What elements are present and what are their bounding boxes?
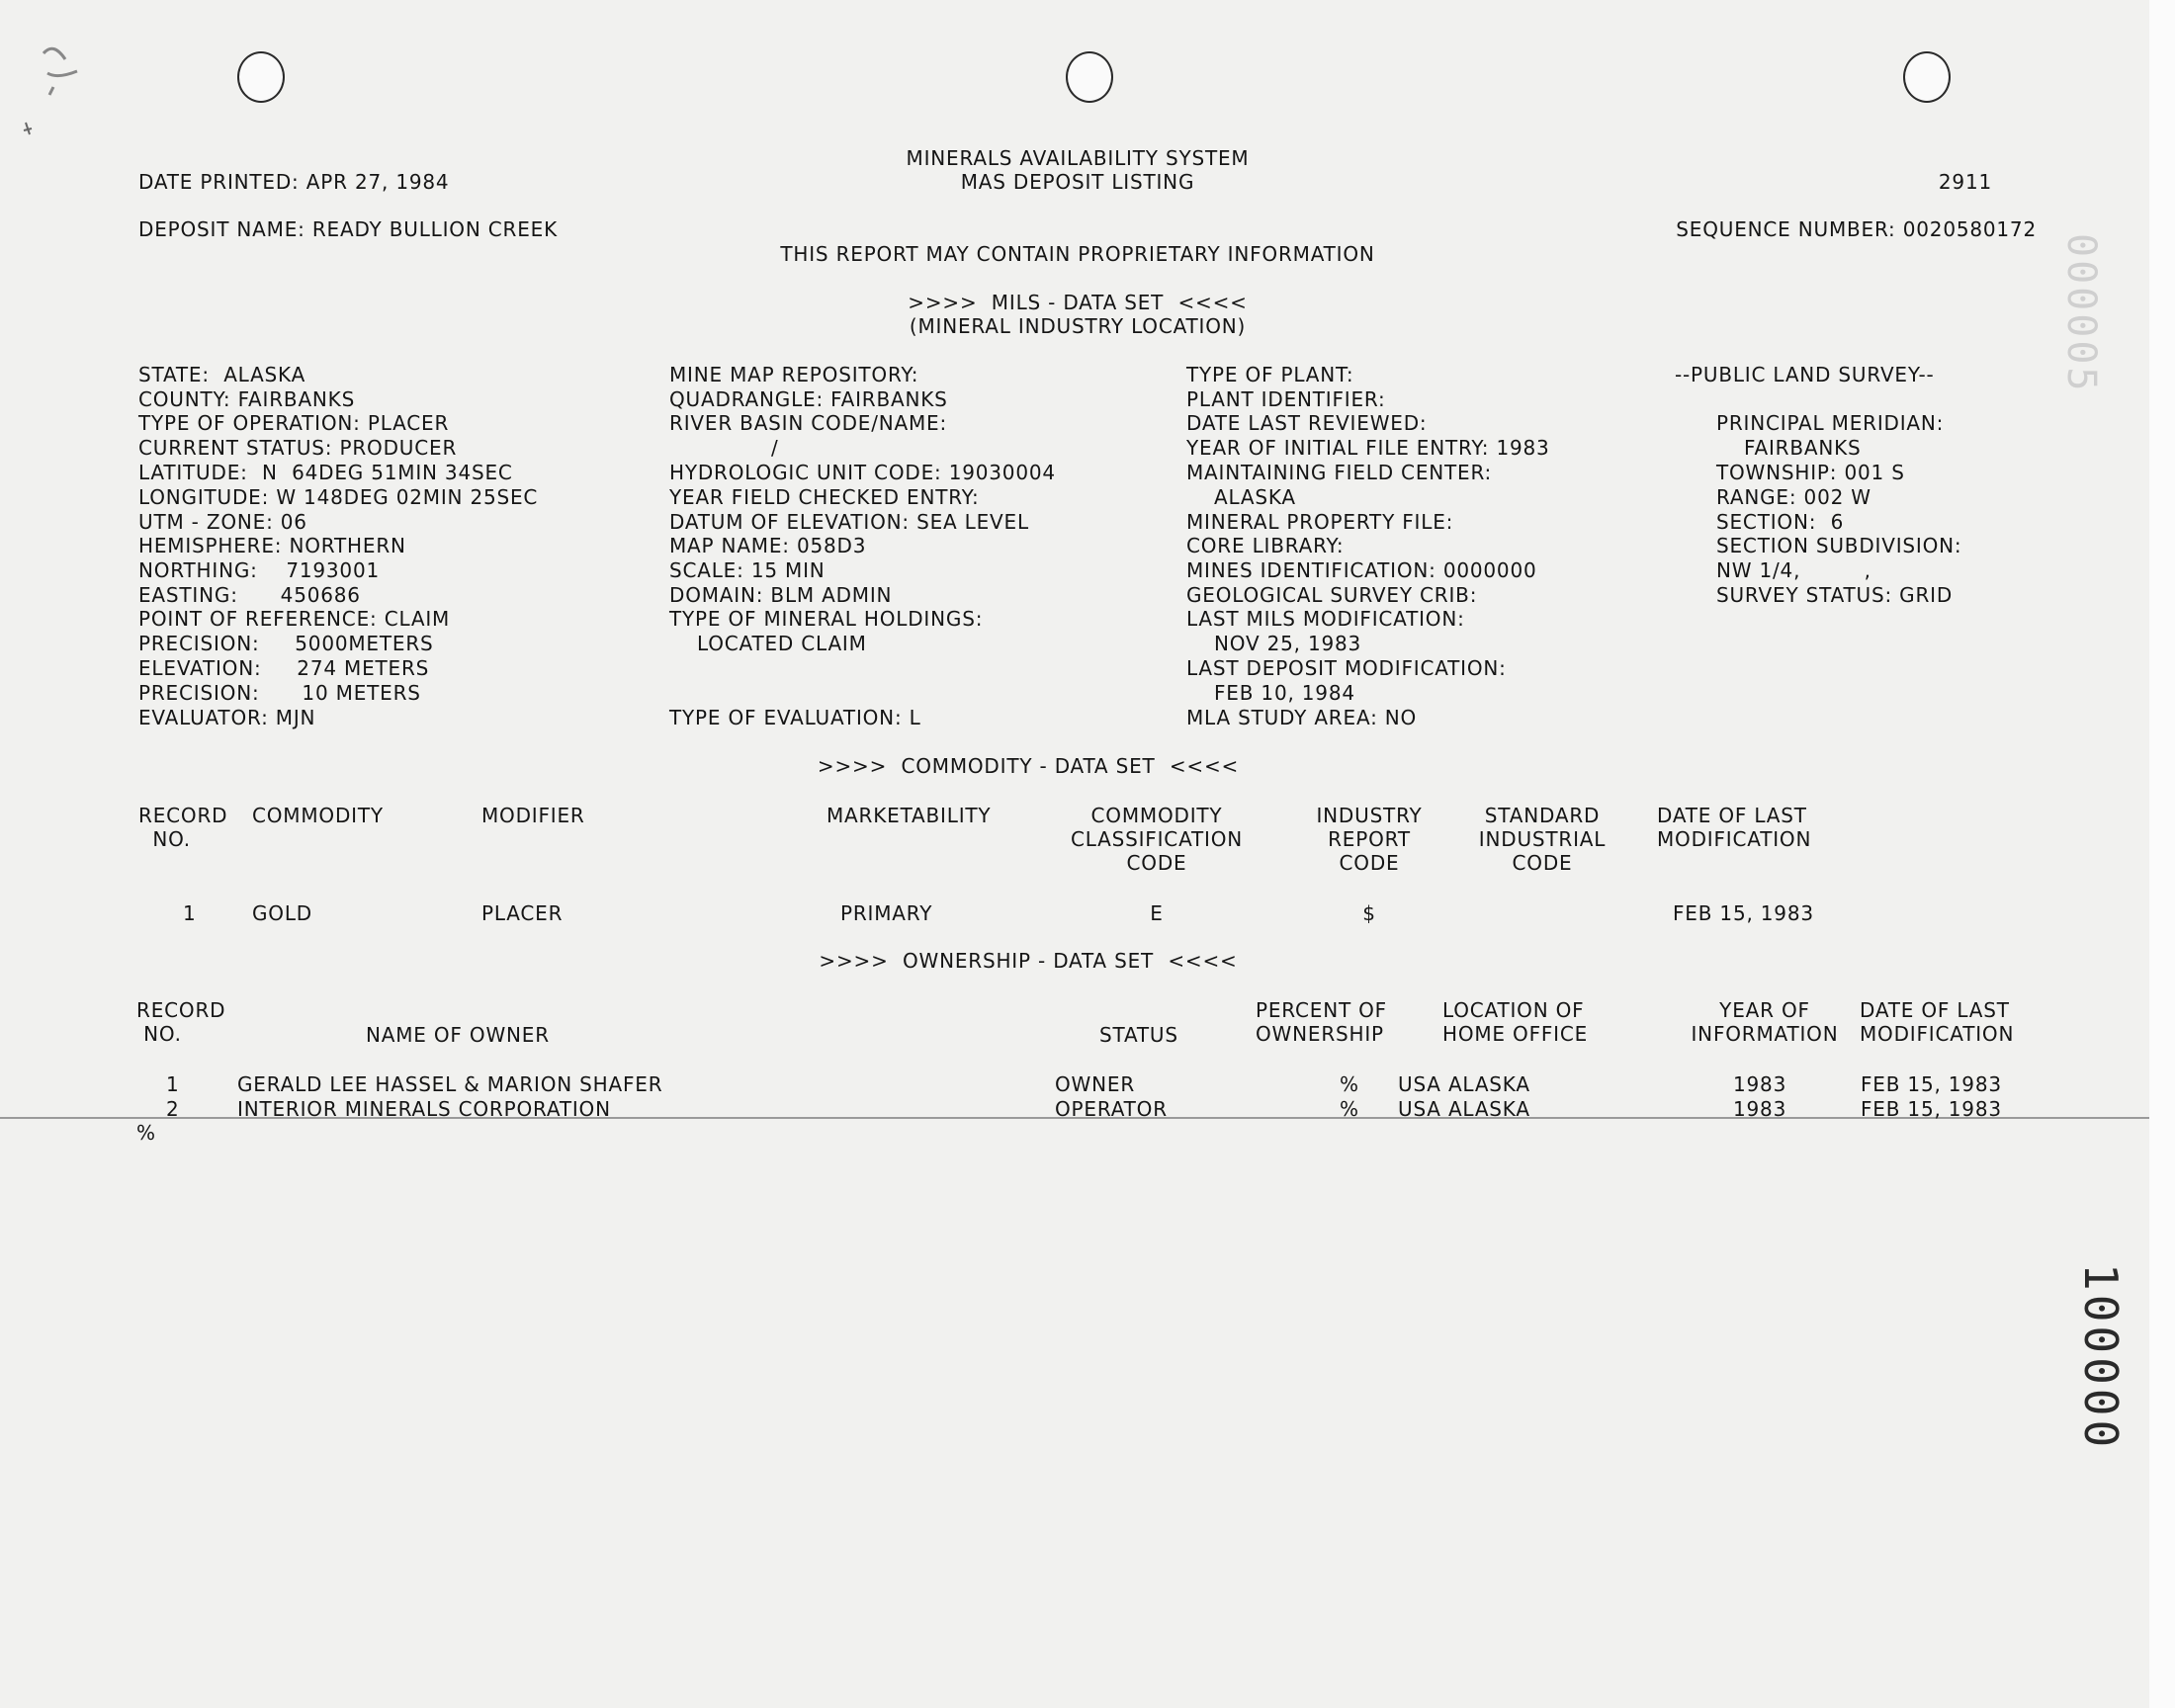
domain-field: DOMAIN: BLM ADMIN — [669, 583, 893, 607]
ownership-col-record-no: RECORD NO. — [136, 998, 226, 1046]
last-mils-modification-field: LAST MILS MODIFICATION: — [1186, 607, 1465, 631]
utm-zone-field: UTM - ZONE: 06 — [138, 510, 307, 534]
owner-record-no: 2 — [166, 1097, 180, 1121]
ownership-heading: >>>> OWNERSHIP - DATA SET <<<< — [819, 949, 1238, 973]
trailing-percent-mark: % — [136, 1121, 156, 1145]
ownership-col-status: STATUS — [1099, 1023, 1178, 1047]
owner-location: USA ALASKA — [1398, 1072, 1530, 1096]
year-field-checked-field: YEAR FIELD CHECKED ENTRY: — [669, 485, 980, 509]
hydrologic-unit-code-field: HYDROLOGIC UNIT CODE: 19030004 — [669, 461, 1056, 484]
northing-field: NORTHING: 7193001 — [138, 558, 380, 582]
scale-field: SCALE: 15 MIN — [669, 558, 826, 582]
owner-date: FEB 15, 1983 — [1861, 1072, 2002, 1096]
owner-year: 1983 — [1733, 1097, 1787, 1121]
commodity-col-marketability: MARKETABILITY — [826, 804, 992, 827]
quadrangle-field: QUADRANGLE: FAIRBANKS — [669, 387, 948, 411]
system-name: MINERALS AVAILABILITY SYSTEM — [906, 146, 1250, 170]
owner-location: USA ALASKA — [1398, 1097, 1530, 1121]
bottom-side-number: 100000 — [2074, 1263, 2128, 1452]
principal-meridian-value: FAIRBANKS — [1744, 436, 1862, 460]
precision-field: PRECISION: 5000METERS — [138, 632, 434, 655]
owner-percent: % — [1340, 1072, 1359, 1096]
punch-hole-center — [1066, 51, 1113, 103]
mine-map-repository-field: MINE MAP REPOSITORY: — [669, 363, 919, 386]
river-basin-value: / — [771, 436, 779, 460]
commodity-col-date-last-modification: DATE OF LAST MODIFICATION — [1657, 804, 1812, 851]
deposit-name: DEPOSIT NAME: READY BULLION CREEK — [138, 217, 558, 241]
township-field: TOWNSHIP: 001 S — [1716, 461, 1905, 484]
point-of-reference-field: POINT OF REFERENCE: CLAIM — [138, 607, 451, 631]
ownership-col-percent: PERCENT OF OWNERSHIP — [1256, 998, 1387, 1046]
owner-date: FEB 15, 1983 — [1861, 1097, 2002, 1121]
owner-status: OWNER — [1055, 1072, 1136, 1096]
evaluator-field: EVALUATOR: MJN — [138, 706, 316, 729]
core-library-field: CORE LIBRARY: — [1186, 534, 1345, 557]
section-subdivision-field: SECTION SUBDIVISION: — [1716, 534, 1962, 557]
principal-meridian-field: PRINCIPAL MERIDIAN: — [1716, 411, 1945, 435]
current-status-field: CURRENT STATUS: PRODUCER — [138, 436, 458, 460]
commodity-name: GOLD — [252, 901, 312, 925]
commodity-marketability: PRIMARY — [840, 901, 933, 925]
commodity-col-record-no: RECORD NO. — [138, 804, 228, 851]
owner-status: OPERATOR — [1055, 1097, 1168, 1121]
mines-identification-field: MINES IDENTIFICATION: 0000000 — [1186, 558, 1537, 582]
last-mils-modification-value: NOV 25, 1983 — [1214, 632, 1362, 655]
ownership-col-date-last-modification: DATE OF LAST MODIFICATION — [1860, 998, 2015, 1046]
section-subdivision-value: NW 1/4, , — [1716, 558, 1871, 582]
mils-subheading: (MINERAL INDUSTRY LOCATION) — [909, 314, 1247, 338]
commodity-col-modifier: MODIFIER — [481, 804, 585, 827]
type-of-plant-field: TYPE OF PLANT: — [1186, 363, 1354, 386]
punch-hole-left — [237, 51, 285, 103]
page-number: 2911 — [1938, 170, 1992, 194]
punch-hole-right — [1903, 51, 1951, 103]
county-field: COUNTY: FAIRBANKS — [138, 387, 356, 411]
public-land-survey-heading: --PUBLIC LAND SURVEY-- — [1675, 363, 1935, 386]
commodity-heading: >>>> COMMODITY - DATA SET <<<< — [817, 754, 1240, 778]
mla-study-area-field: MLA STUDY AREA: NO — [1186, 706, 1418, 729]
year-initial-entry-field: YEAR OF INITIAL FILE ENTRY: 1983 — [1186, 436, 1550, 460]
datum-of-elevation-field: DATUM OF ELEVATION: SEA LEVEL — [669, 510, 1029, 534]
plant-identifier-field: PLANT IDENTIFIER: — [1186, 387, 1386, 411]
elevation-precision-field: PRECISION: 10 METERS — [138, 681, 421, 705]
owner-name: INTERIOR MINERALS CORPORATION — [237, 1097, 611, 1121]
commodity-col-classification-code: COMMODITY CLASSIFICATION CODE — [1070, 804, 1244, 875]
river-basin-field: RIVER BASIN CODE/NAME: — [669, 411, 948, 435]
type-of-operation-field: TYPE OF OPERATION: PLACER — [138, 411, 450, 435]
mineral-property-file-field: MINERAL PROPERTY FILE: — [1186, 510, 1454, 534]
field-center-value: ALASKA — [1214, 485, 1296, 509]
map-name-field: MAP NAME: 058D3 — [669, 534, 867, 557]
hemisphere-field: HEMISPHERE: NORTHERN — [138, 534, 406, 557]
easting-field: EASTING: 450686 — [138, 583, 361, 607]
handwritten-mark-icon — [14, 34, 93, 142]
elevation-field: ELEVATION: 274 METERS — [138, 656, 430, 680]
proprietary-notice: THIS REPORT MAY CONTAIN PROPRIETARY INFORMATION — [780, 242, 1375, 266]
ownership-col-year: YEAR OF INFORMATION — [1691, 998, 1839, 1046]
type-of-mineral-holdings-field: TYPE OF MINERAL HOLDINGS: — [669, 607, 984, 631]
commodity-classification-code: E — [1150, 901, 1164, 925]
commodity-industry-report-code: $ — [1362, 901, 1376, 925]
section-field: SECTION: 6 — [1716, 510, 1845, 534]
commodity-modifier: PLACER — [481, 901, 564, 925]
latitude-field: LATITUDE: N 64DEG 51MIN 34SEC — [138, 461, 513, 484]
survey-status-field: SURVEY STATUS: GRID — [1716, 583, 1954, 607]
date-printed: DATE PRINTED: APR 27, 1984 — [138, 170, 450, 194]
geological-survey-crib-field: GEOLOGICAL SURVEY CRIB: — [1186, 583, 1478, 607]
commodity-col-industry-report-code: INDUSTRY REPORT CODE — [1316, 804, 1423, 875]
ownership-col-location: LOCATION OF HOME OFFICE — [1442, 998, 1589, 1046]
commodity-date-last-modification: FEB 15, 1983 — [1673, 901, 1814, 925]
owner-year: 1983 — [1733, 1072, 1787, 1096]
ownership-col-name-of-owner: NAME OF OWNER — [366, 1023, 550, 1047]
commodity-record-no: 1 — [183, 901, 197, 925]
last-deposit-modification-value: FEB 10, 1984 — [1214, 681, 1355, 705]
longitude-field: LONGITUDE: W 148DEG 02MIN 25SEC — [138, 485, 539, 509]
commodity-col-commodity: COMMODITY — [252, 804, 384, 827]
owner-name: GERALD LEE HASSEL & MARION SHAFER — [237, 1072, 663, 1096]
sequence-number: SEQUENCE NUMBER: 0020580172 — [1676, 217, 2037, 241]
state-field: STATE: ALASKA — [138, 363, 306, 386]
faded-side-number: 000005 — [2058, 233, 2104, 394]
commodity-col-sic-code: STANDARD INDUSTRIAL CODE — [1478, 804, 1607, 875]
mineral-holdings-value: LOCATED CLAIM — [697, 632, 867, 655]
owner-record-no: 1 — [166, 1072, 180, 1096]
listing-title: MAS DEPOSIT LISTING — [960, 170, 1195, 194]
date-last-reviewed-field: DATE LAST REVIEWED: — [1186, 411, 1428, 435]
mils-heading: >>>> MILS - DATA SET <<<< — [908, 291, 1248, 314]
type-of-evaluation-field: TYPE OF EVALUATION: L — [669, 706, 921, 729]
range-field: RANGE: 002 W — [1716, 485, 1871, 509]
owner-percent: % — [1340, 1097, 1359, 1121]
maintaining-field-center-field: MAINTAINING FIELD CENTER: — [1186, 461, 1493, 484]
last-deposit-modification-field: LAST DEPOSIT MODIFICATION: — [1186, 656, 1507, 680]
